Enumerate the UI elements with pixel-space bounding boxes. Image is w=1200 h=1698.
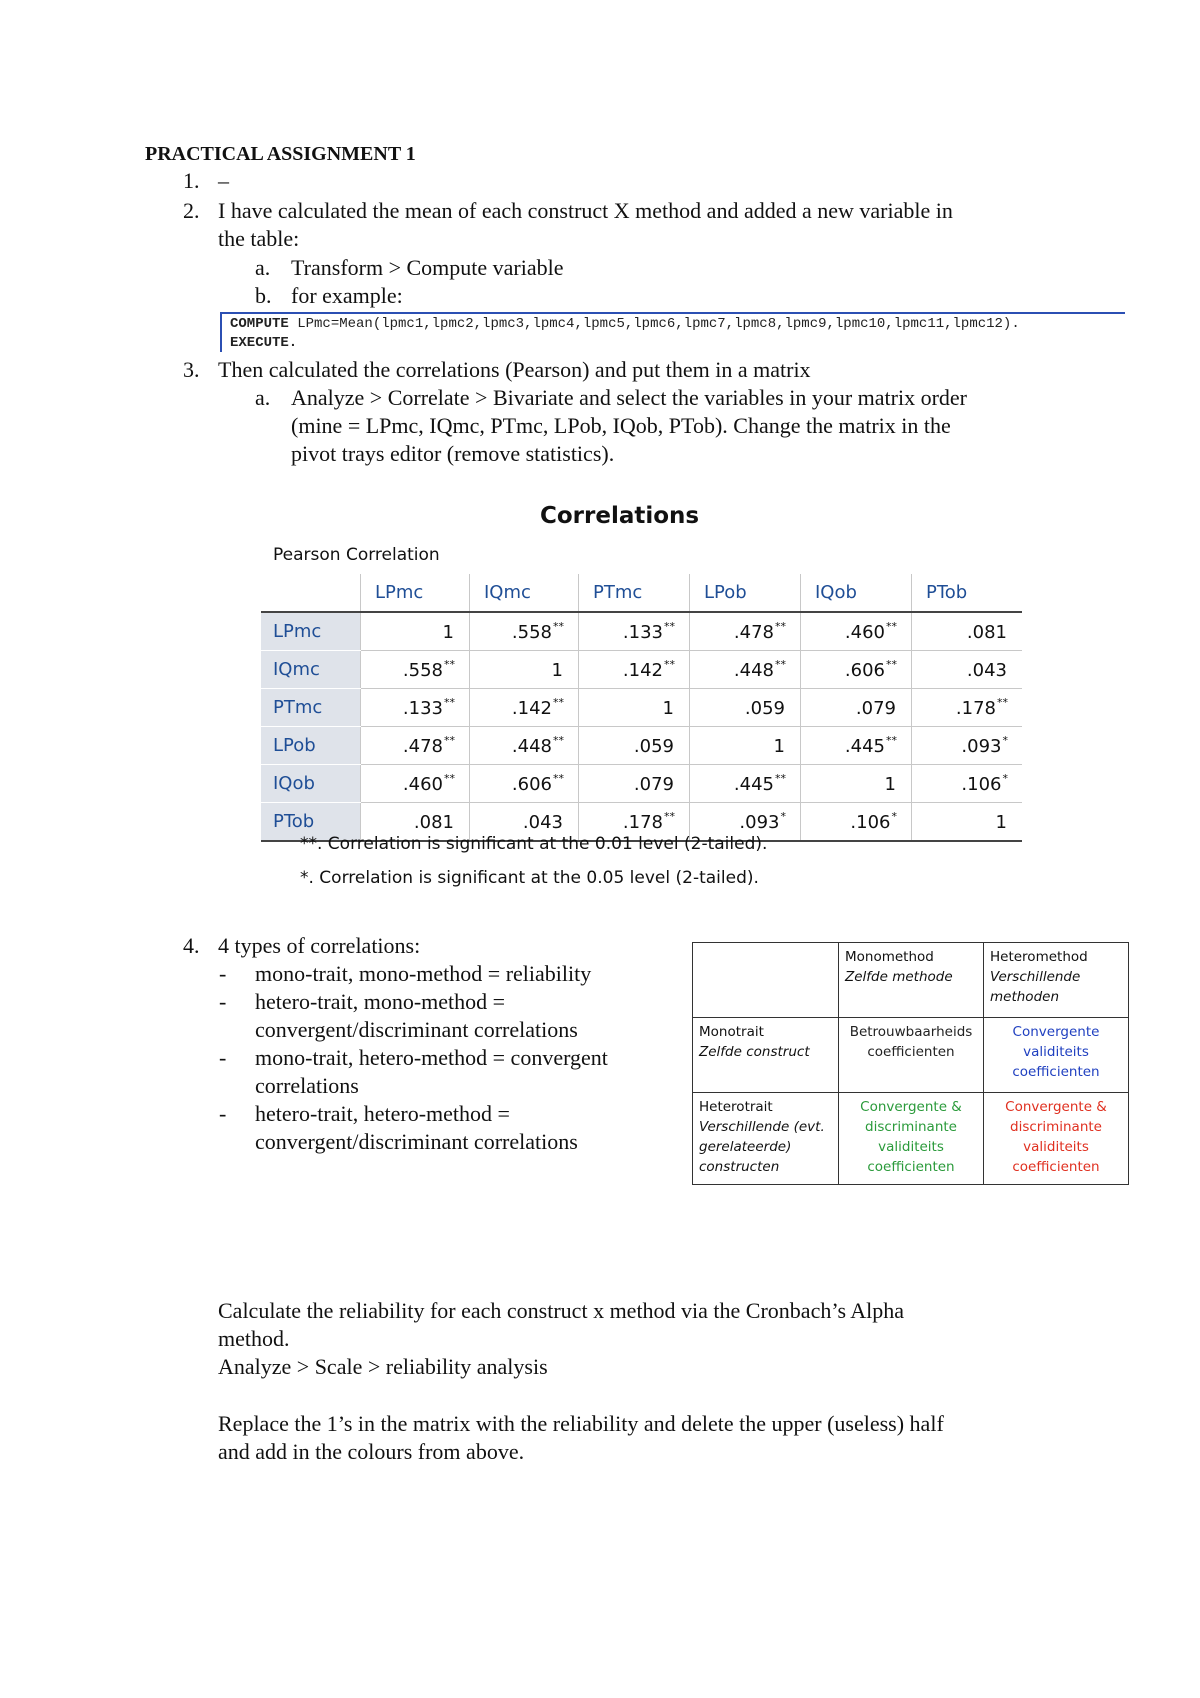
- correlation-value: .142: [511, 698, 552, 719]
- correlation-value: .558: [402, 660, 443, 681]
- closing-para-1-line3: Analyze > Scale > reliability analysis: [218, 1354, 548, 1379]
- col-header: LPob: [690, 574, 801, 612]
- correlation-cell: [912, 727, 1023, 765]
- row-header: IQmc: [261, 651, 361, 689]
- mtmm-cell-reliability: Betrouwbaarheids coefficienten: [839, 1018, 984, 1093]
- document-title: PRACTICAL ASSIGNMENT 1: [145, 143, 416, 165]
- col-header: IQob: [801, 574, 912, 612]
- correlation-cell: [361, 727, 470, 765]
- mtmm-row-label: Heterotrait: [699, 1099, 773, 1115]
- correlation-value: 1: [995, 812, 1007, 833]
- mtmm-cell-convergent-validity: Convergente validiteits coefficienten: [984, 1018, 1129, 1093]
- matrix-row: [261, 727, 1022, 765]
- correlation-cell: [912, 612, 1023, 651]
- correlation-cell: [361, 765, 470, 803]
- correlation-type-3-cont: correlations: [255, 1073, 359, 1098]
- correlation-value: .142: [622, 660, 663, 681]
- significance-marker: **: [775, 772, 786, 785]
- significance-note-001: **. Correlation is significant at the 0.01 level (2-tailed).: [300, 834, 768, 854]
- significance-marker: **: [886, 620, 897, 633]
- col-header: PTob: [912, 574, 1023, 612]
- mtmm-cell-hetero-hetero: Convergente & discriminante validiteits coefficienten: [984, 1093, 1129, 1185]
- correlation-cell: [579, 689, 690, 727]
- correlation-cell: [690, 612, 801, 651]
- step-3a-label: a.: [255, 385, 271, 410]
- correlation-cell: [470, 612, 579, 651]
- step-2b-text: for example:: [291, 283, 403, 308]
- closing-para-2-line1: Replace the 1’s in the matrix with the reliability and delete the upper (useless) half: [218, 1411, 944, 1436]
- correlation-value: .478: [733, 622, 774, 643]
- step-3a-line2: (mine = LPmc, IQmc, PTmc, LPob, IQob, PTob). Change the matrix in the: [291, 413, 951, 438]
- step-2-number: 2.: [183, 198, 200, 223]
- list-dash: -: [219, 961, 227, 986]
- matrix-row: [261, 765, 1022, 803]
- mtmm-row-translation: Zelfde construct: [699, 1044, 810, 1060]
- correlation-cell: [361, 651, 470, 689]
- correlation-cell: [579, 612, 690, 651]
- correlation-value: .178: [622, 812, 663, 833]
- step-2-line2: the table:: [218, 226, 300, 251]
- code-line-2: EXECUTE.: [230, 335, 298, 351]
- significance-marker: *: [1002, 772, 1008, 785]
- correlation-cell: [690, 651, 801, 689]
- significance-marker: **: [444, 734, 455, 747]
- code-line-1: LPmc=Mean(lpmc1,lpmc2,lpmc3,lpmc4,lpmc5,lpmc6,lpmc7,lpmc8,lpmc9,lpmc10,lpmc11,lpmc12).: [288, 316, 1020, 332]
- correlation-value: .043: [522, 812, 563, 833]
- correlation-cell: [690, 689, 801, 727]
- mtmm-cell-hetero-mono: Convergente & discriminante validiteits coefficienten: [839, 1093, 984, 1185]
- row-header: PTmc: [261, 689, 361, 727]
- significance-marker: **: [444, 772, 455, 785]
- significance-note-005: *. Correlation is significant at the 0.05 level (2-tailed).: [300, 868, 759, 888]
- correlation-value: .043: [966, 660, 1007, 681]
- correlation-type-4: hetero-trait, hetero-method =: [255, 1101, 510, 1126]
- correlation-cell: [579, 727, 690, 765]
- correlation-cell: [470, 689, 579, 727]
- matrix-row: [261, 651, 1022, 689]
- step-4-text: 4 types of correlations:: [218, 933, 421, 958]
- col-header: LPmc: [361, 574, 470, 612]
- step-1-number: 1.: [183, 168, 200, 193]
- mtmm-header-translation: Verschillende methoden: [990, 969, 1081, 1005]
- code-keyword-compute: COMPUTE: [230, 316, 289, 332]
- step-3a-line1: Analyze > Correlate > Bivariate and select the variables in your matrix order: [291, 385, 967, 410]
- step-2b-label: b.: [255, 283, 272, 308]
- col-header: IQmc: [470, 574, 579, 612]
- matrix-row: [261, 612, 1022, 651]
- correlation-value: .081: [966, 622, 1007, 643]
- significance-marker: **: [553, 772, 564, 785]
- correlations-title: Correlations: [540, 503, 700, 529]
- correlation-cell: [361, 612, 470, 651]
- correlation-type-1: mono-trait, mono-method = reliability: [255, 961, 592, 986]
- correlation-value: .606: [844, 660, 885, 681]
- closing-para-1-line1: Calculate the reliability for each construct x method via the Cronbach’s Alpha: [218, 1298, 905, 1323]
- correlation-value: .079: [855, 698, 896, 719]
- correlation-cell: [579, 651, 690, 689]
- step-4-number: 4.: [183, 933, 200, 958]
- mtmm-header-monomethod: [839, 943, 984, 1018]
- step-2-line1: I have calculated the mean of each construct X method and added a new variable in: [218, 198, 953, 223]
- correlation-type-2: hetero-trait, mono-method =: [255, 989, 506, 1014]
- correlation-cell: [912, 765, 1023, 803]
- correlation-cell: [470, 651, 579, 689]
- correlation-type-3: mono-trait, hetero-method = convergent: [255, 1045, 608, 1070]
- correlation-value: .178: [955, 698, 996, 719]
- correlation-value: .093: [961, 736, 1002, 757]
- correlation-type-4-cont: convergent/discriminant correlations: [255, 1129, 578, 1154]
- correlation-value: .079: [633, 774, 674, 795]
- correlation-cell: [690, 727, 801, 765]
- correlation-cell: [470, 727, 579, 765]
- significance-marker: *: [1002, 734, 1008, 747]
- significance-marker: *: [780, 810, 786, 823]
- significance-marker: **: [886, 658, 897, 671]
- mtmm-row-translation: Verschillende (evt. gerelateerde) constructen: [699, 1119, 825, 1175]
- significance-marker: **: [444, 658, 455, 671]
- row-header: LPmc: [261, 612, 361, 651]
- correlation-value: 1: [442, 622, 454, 643]
- correlation-cell: [801, 689, 912, 727]
- mtmm-header-label: Heteromethod: [990, 949, 1088, 965]
- correlation-cell: [801, 765, 912, 803]
- row-header: LPob: [261, 727, 361, 765]
- correlation-value: 1: [773, 736, 785, 757]
- correlation-value: .133: [402, 698, 443, 719]
- correlation-cell: [361, 689, 470, 727]
- mtmm-header-translation: Zelfde methode: [845, 969, 953, 985]
- mtmm-header-heteromethod: [984, 943, 1129, 1018]
- significance-marker: **: [664, 620, 675, 633]
- list-dash: -: [219, 1045, 227, 1070]
- matrix-row: [261, 689, 1022, 727]
- mtmm-row-monotrait: [693, 1018, 839, 1093]
- correlation-value: 1: [551, 660, 563, 681]
- correlation-value: .059: [633, 736, 674, 757]
- list-dash: -: [219, 1101, 227, 1126]
- correlation-value: .606: [511, 774, 552, 795]
- significance-marker: **: [553, 734, 564, 747]
- significance-marker: *: [891, 810, 897, 823]
- correlations-subtitle: Pearson Correlation: [273, 545, 440, 565]
- correlation-cell: [912, 651, 1023, 689]
- correlation-value: .448: [733, 660, 774, 681]
- correlation-value: .106: [961, 774, 1002, 795]
- correlation-value: .445: [844, 736, 885, 757]
- col-header: PTmc: [579, 574, 690, 612]
- step-2a-label: a.: [255, 255, 271, 280]
- correlation-matrix: [261, 574, 1022, 842]
- correlation-cell: [579, 765, 690, 803]
- correlation-cell: [912, 803, 1023, 842]
- correlation-cell: [801, 727, 912, 765]
- significance-marker: **: [997, 696, 1008, 709]
- list-dash: -: [219, 989, 227, 1014]
- significance-marker: **: [775, 620, 786, 633]
- syntax-code-block: [220, 312, 1125, 352]
- correlation-value: .445: [733, 774, 774, 795]
- correlation-value: .558: [511, 622, 552, 643]
- significance-marker: **: [444, 696, 455, 709]
- correlation-value: .448: [511, 736, 552, 757]
- significance-marker: **: [664, 658, 675, 671]
- correlation-value: .093: [739, 812, 780, 833]
- step-1-text: –: [218, 168, 229, 193]
- row-header: IQob: [261, 765, 361, 803]
- significance-marker: **: [775, 658, 786, 671]
- mtmm-header-label: Monomethod: [845, 949, 934, 965]
- step-3-number: 3.: [183, 357, 200, 382]
- significance-marker: **: [664, 810, 675, 823]
- correlation-type-2-cont: convergent/discriminant correlations: [255, 1017, 578, 1042]
- correlation-value: .478: [402, 736, 443, 757]
- correlation-value: .460: [402, 774, 443, 795]
- correlation-cell: [801, 803, 912, 842]
- mtmm-table: [692, 942, 1129, 1185]
- significance-marker: **: [886, 734, 897, 747]
- correlation-value: 1: [884, 774, 896, 795]
- correlation-value: 1: [662, 698, 674, 719]
- correlation-cell: [690, 765, 801, 803]
- mtmm-corner: [693, 943, 839, 1018]
- closing-para-1-line2: method.: [218, 1326, 290, 1351]
- correlation-value: .460: [844, 622, 885, 643]
- mtmm-row-label: Monotrait: [699, 1024, 764, 1040]
- correlation-value: .106: [850, 812, 891, 833]
- correlation-cell: [801, 612, 912, 651]
- correlation-cell: [470, 765, 579, 803]
- significance-marker: **: [553, 620, 564, 633]
- corner-cell: [261, 574, 361, 612]
- correlation-value: .133: [622, 622, 663, 643]
- row-header: PTob: [261, 803, 361, 842]
- correlation-value: .059: [744, 698, 785, 719]
- step-3-text: Then calculated the correlations (Pearson) and put them in a matrix: [218, 357, 811, 382]
- closing-para-2-line2: and add in the colours from above.: [218, 1439, 525, 1464]
- step-2a-text: Transform > Compute variable: [291, 255, 564, 280]
- correlation-value: .081: [413, 812, 454, 833]
- correlation-cell: [912, 689, 1023, 727]
- mtmm-row-heterotrait: [693, 1093, 839, 1185]
- correlation-cell: [801, 651, 912, 689]
- step-3a-line3: pivot trays editor (remove statistics).: [291, 441, 615, 466]
- significance-marker: **: [553, 696, 564, 709]
